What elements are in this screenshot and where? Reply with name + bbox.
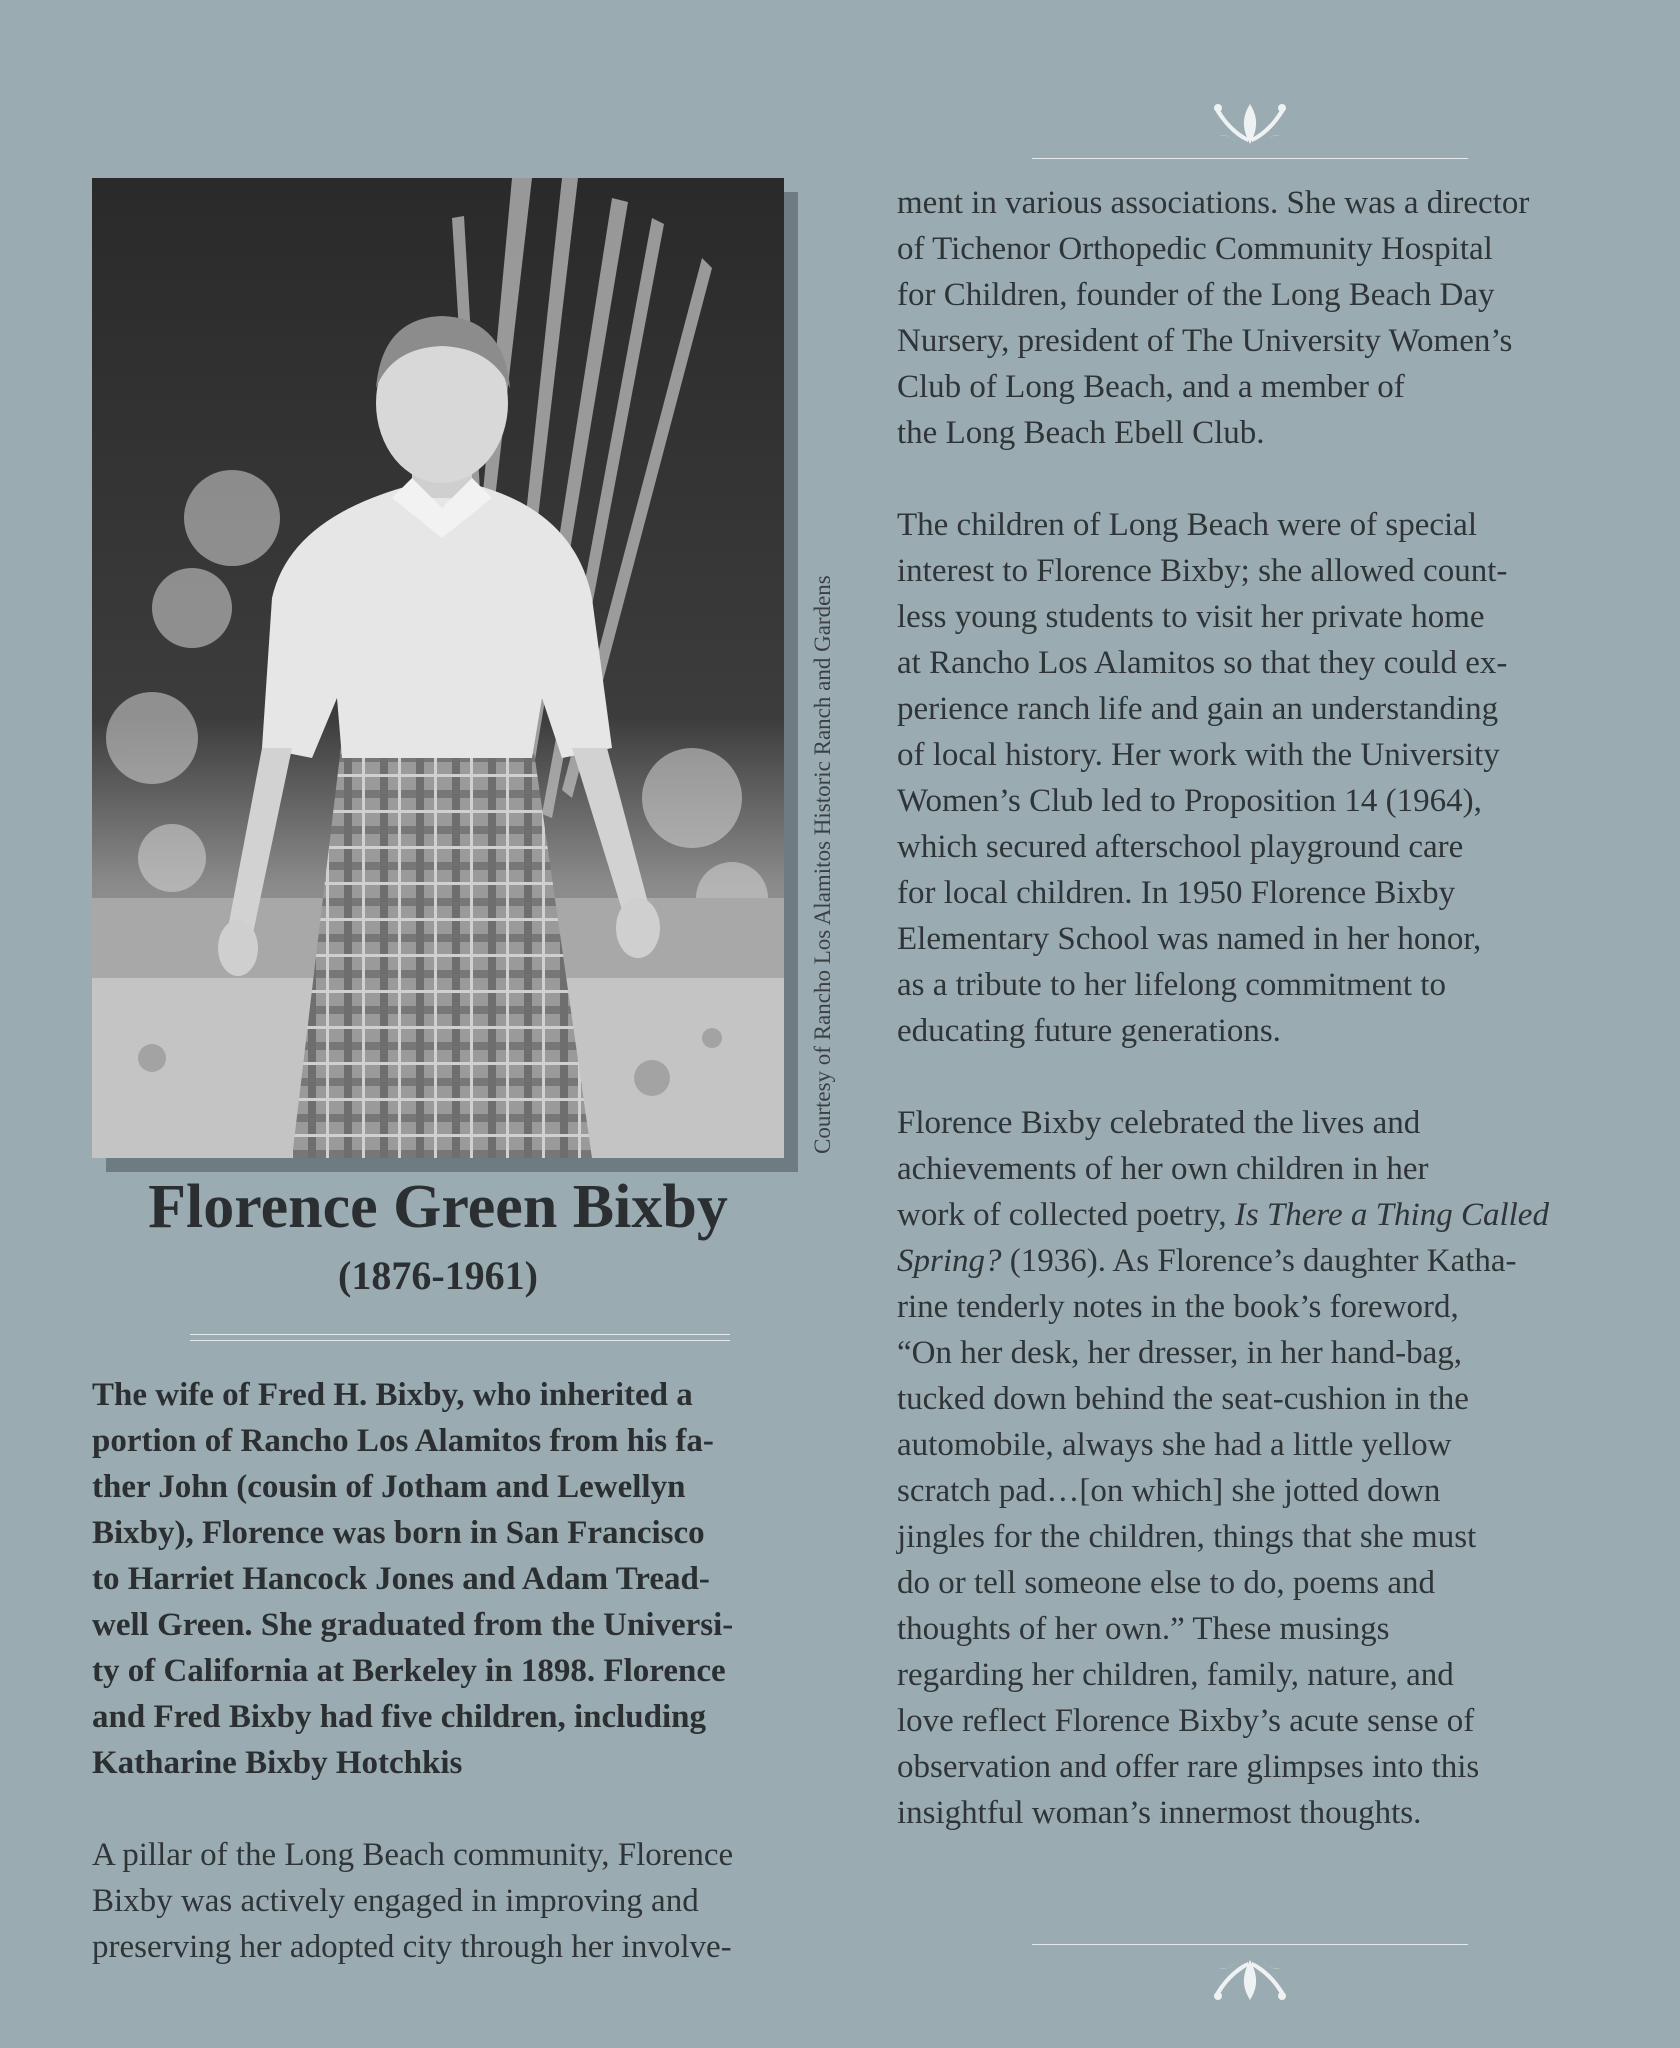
- poetry-paragraph-end: (1936). As Florence’s daughter Katha- rine tenderly notes in the book’s foreword, “On her desk, her dresser, in her hand-bag, tucked down behind the seat-cushion in the automobile, always she had a little yellow scratch pad…[on which] she jotted down jingles for the children, things that she must do or tell someone else to do, poems and thoughts of her own.” These musings regarding her children, family, nature, and love reflect Florence Bixby’s acute sense of observation and offer rare glimpses into this insightful woman’s innermost thoughts.: [897, 1243, 1517, 1831]
- title-double-rule: [190, 1334, 730, 1341]
- poetry-paragraph-start: Florence Bixby celebrated the lives and achievements of her own children in her work of collected poetry,: [897, 1105, 1429, 1233]
- left-column: [92, 1372, 832, 1970]
- top-rule: [1032, 158, 1468, 159]
- page-title: Florence Green Bixby: [148, 1173, 728, 1241]
- bottom-rule: [1032, 1944, 1468, 1945]
- associations-paragraph: ment in various associations. She was a director of Tichenor Orthopedic Community Hospital for Children, founder of the Long Beach Day Nursery, president of The University Women’s Club of Long Beach, and a member of the Long Beach Ebell Club.: [897, 185, 1530, 451]
- right-column: [897, 180, 1637, 1836]
- community-paragraph: A pillar of the Long Beach community, Florence Bixby was actively engaged in improving and preserving her adopted city through her involve-: [92, 1837, 734, 1965]
- book-title: Is There a Thing Called Spring?: [897, 1197, 1549, 1279]
- intro-paragraph: The wife of Fred H. Bixby, who inherited a portion of Rancho Los Alamitos from his fa- ther John (cousin of Jotham and Lewellyn Bixby), Florence was born in San Francisco to Harriet Hancock Jones and Adam Tread- well Green. She graduated from the Universi- ty of California at Berkeley in 1898. Florence and Fred Bixby had five children, including Katharine Bixby Hotchkis: [92, 1377, 734, 1781]
- top-flourish-ornament: [1210, 98, 1290, 146]
- portrait-photo-frame: [92, 178, 784, 1158]
- photo-credit: Courtesy of Rancho Los Alamitos Historic Ranch and Gardens: [810, 575, 835, 1154]
- life-dates: (1876-1961): [338, 1253, 538, 1298]
- children-paragraph: The children of Long Beach were of special interest to Florence Bixby; she allowed count- less young students to visit her private home at Rancho Los Alamitos so that they could ex- perience ranch life and gain an understanding of local history. Her work with the University Women’s Club led to Proposition 14 (1964), which secured afterschool playground care for local children. In 1950 Florence Bixby Elementary School was named in her honor, as a tribute to her lifelong commitment to educating future generations.: [897, 507, 1508, 1049]
- poetry-paragraph: [897, 1100, 1637, 1836]
- bottom-flourish-ornament: [1210, 1958, 1290, 2006]
- portrait-photo: [92, 178, 784, 1158]
